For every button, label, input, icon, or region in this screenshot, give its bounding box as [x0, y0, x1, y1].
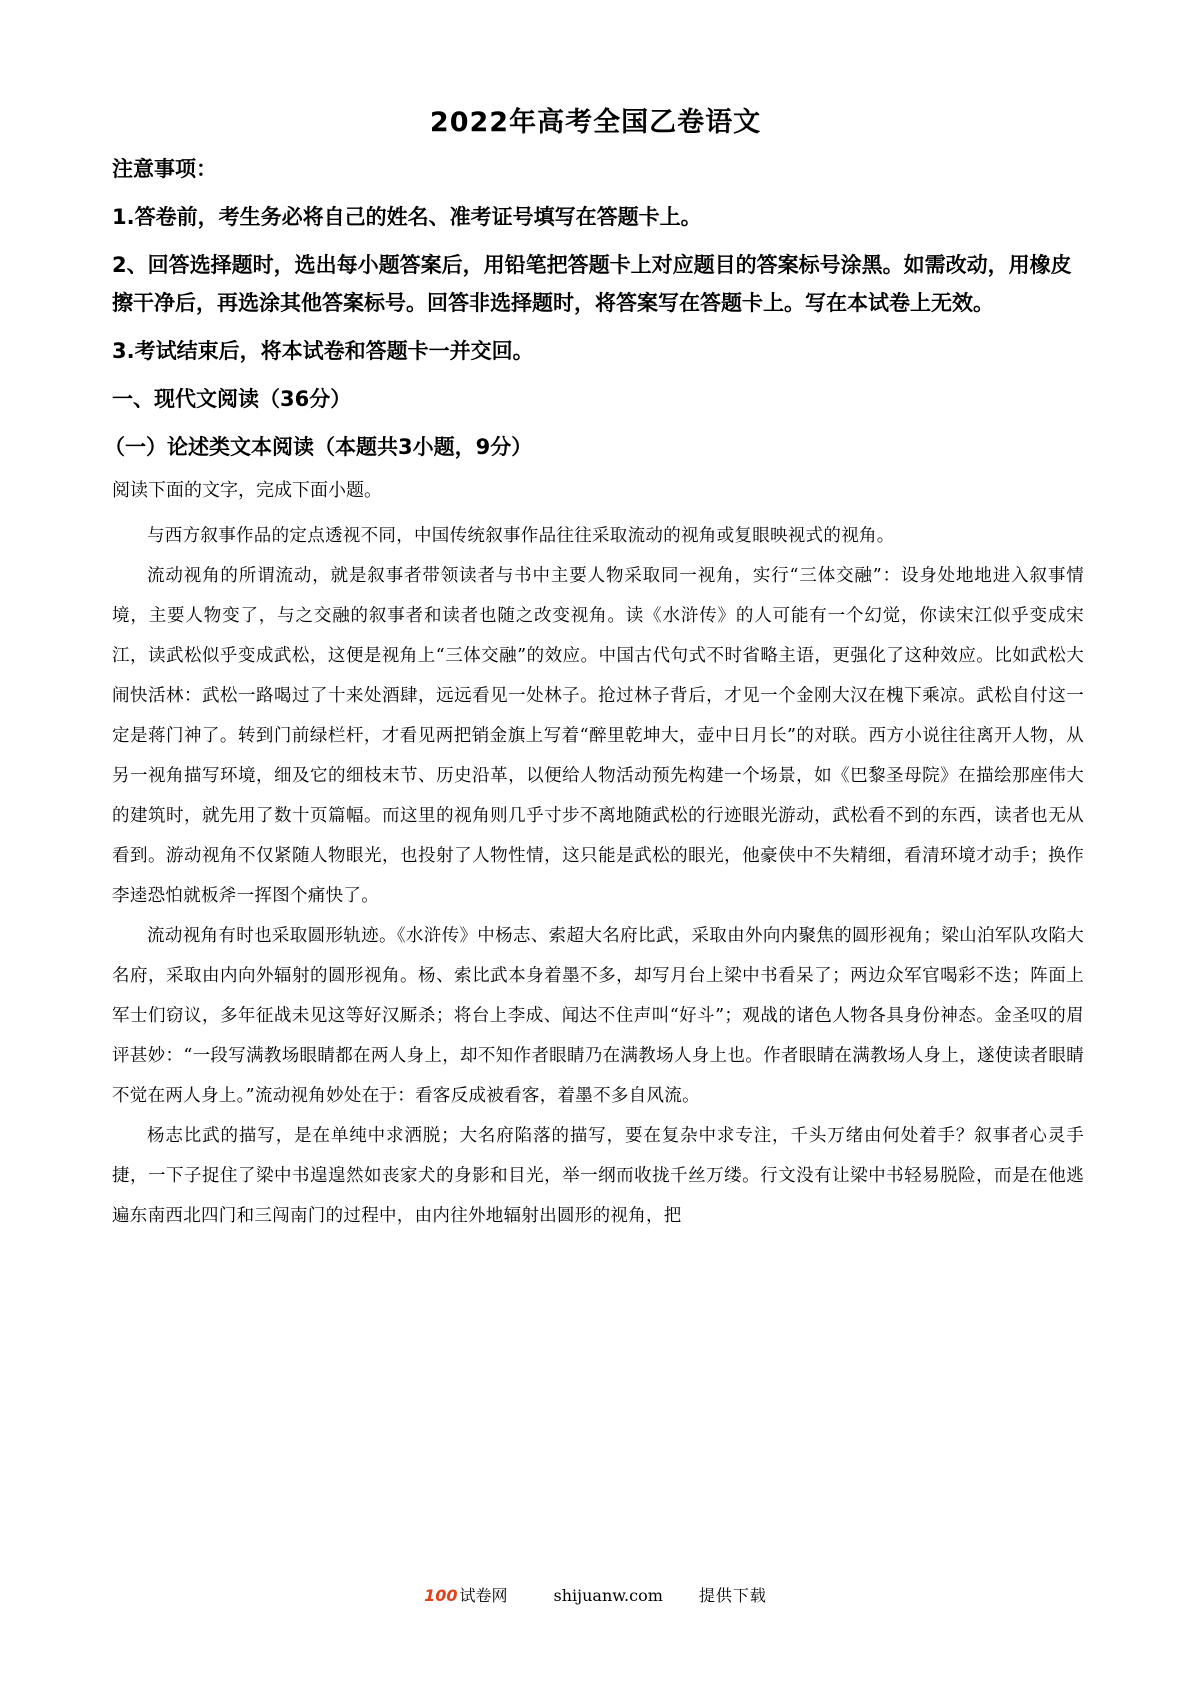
notice-item-2: 2、回答选择题时，选出每小题答案后，用铅笔把答题卡上对应题目的答案标号涂黑。如需改动，用橡皮擦干净后，再选涂其他答案标号。回答非选择题时，将答案写在答题卡上。写在本试卷上无效。: [112, 253, 1072, 315]
notice-heading: 注意事项：: [112, 157, 217, 181]
site-logo: [424, 1583, 507, 1606]
passage-paragraph-4: 杨志比武的描写，是在单纯中求洒脱；大名府陷落的描写，要在复杂中求专注，千头万绪由何处着手？叙事者心灵手捷，一下子捉住了梁中书遑遑然如丧家犬的身影和目光，举一纲而收拢千丝万缕。行文没有让梁中书轻易脱险，而是在他逃遍东南西北四门和三闯南门的过程中，由内往外地辐射出圆形的视角，把: [112, 1126, 1084, 1226]
logo-text: 试卷网: [459, 1586, 508, 1605]
reading-instruction: 阅读下面的文字，完成下面小题。: [112, 480, 382, 501]
passage-paragraph-2: 流动视角的所谓流动，就是叙事者带领读者与书中主要人物采取同一视角，实行“三体交融”：设身处地地进入叙事情境，主要人物变了，与之交融的叙事者和读者也随之改变视角。读《水浒传》的人可能有一个幻觉，你读宋江似乎变成宋江，读武松似乎变成武松，这便是视角上“三体交融”的效应。中国古代句式不时省略主语，更强化了这种效应。比如武松大闹快活林：武松一路喝过了十来处酒肆，远远看见一处林子。抢过林子背后，才见一个金刚大汉在槐下乘凉。武松自付这一定是蒋门神了。转到门前绿栏杆，才看见两把销金旗上写着“醉里乾坤大，壶中日月长”的对联。西方小说往往离开人物，从另一视角描写环境，细及它的细枝末节、历史沿革，以便给人物活动预先构建一个场景，如《巴黎圣母院》在描绘那座伟大的建筑时，就先用了数十页篇幅。而这里的视角则几乎寸步不离地随武松的行迹眼光游动，武松看不到的东西，读者也无从看到。游动视角不仅紧随人物眼光，也投射了人物性情，这只能是武松的眼光，他豪侠中不失精细，看清环境才动手；换作李逵恐怕就板斧一挥图个痛快了。: [112, 566, 1084, 906]
logo-number: 100: [424, 1586, 458, 1605]
page-footer: [0, 1583, 1191, 1606]
footer-site-link[interactable]: shijuanw.com: [553, 1586, 663, 1605]
passage-paragraph-1: 与西方叙事作品的定点透视不同，中国传统叙事作品往往采取流动的视角或复眼映视式的视角。: [147, 526, 895, 546]
subsection-heading: （一）论述类文本阅读（本题共3小题，9分）: [104, 435, 533, 459]
document-body: [104, 150, 1084, 1236]
notice-item-1: 1.答卷前，考生务必将自己的姓名、准考证号填写在答题卡上。: [112, 205, 702, 229]
page-title: 2022年高考全国乙卷语文: [429, 107, 762, 138]
section-heading: 一、现代文阅读（36分）: [112, 387, 352, 411]
footer-provide-text: 提供下载: [698, 1586, 767, 1605]
notice-item-3: 3.考试结束后，将本试卷和答题卡一并交回。: [112, 339, 534, 363]
passage-paragraph-3: 流动视角有时也采取圆形轨迹。《水浒传》中杨志、索超大名府比武，采取由外向内聚焦的圆形视角；梁山泊军队攻陷大名府，采取由内向外辐射的圆形视角。杨、索比武本身着墨不多，却写月台上梁中书看呆了；两边众军官喝彩不迭；阵面上军士们窃议，多年征战未见这等好汉厮杀；将台上李成、闻达不住声叫“好斗”；观战的诸色人物各具身份神态。金圣叹的眉评甚妙：“一段写满教场眼睛都在两人身上，却不知作者眼睛乃在满教场人身上也。作者眼睛在满教场人身上，遂使读者眼睛不觉在两人身上。”流动视角妙处在于：看客反成被看客，着墨不多自风流。: [112, 926, 1084, 1106]
